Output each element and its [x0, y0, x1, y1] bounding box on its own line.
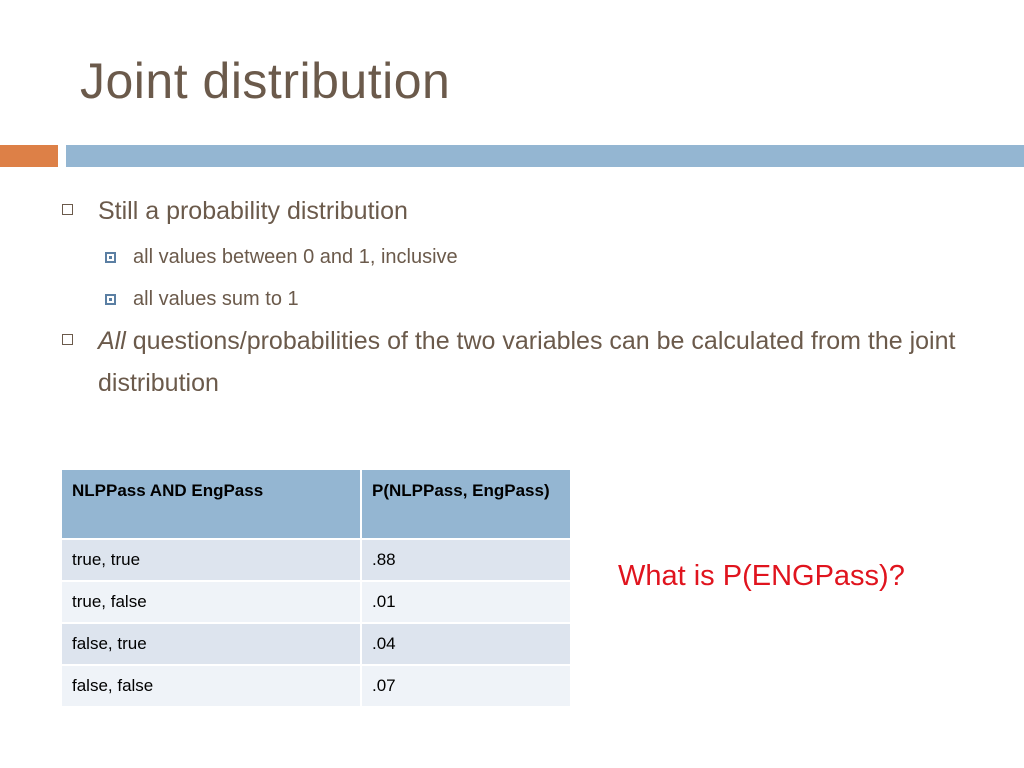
joint-distribution-table — [60, 468, 572, 708]
table-cell: .01 — [361, 581, 571, 623]
bullet-text: questions/probabilities of the two variables can be calculated from the joint distribution — [98, 327, 956, 397]
sub-bullet-item — [62, 278, 962, 320]
table-row — [61, 665, 571, 707]
bullet-list — [62, 190, 962, 408]
bullet-item — [62, 190, 962, 232]
column-header: P(NLPPass, EngPass) — [361, 469, 571, 539]
bullet-item — [62, 320, 962, 404]
table-header-row — [61, 469, 571, 539]
slide-title: Joint distribution — [80, 53, 451, 109]
table-cell: .88 — [361, 539, 571, 581]
hollow-square-bullet-icon — [62, 204, 73, 215]
question-text: What is P(ENGPass)? — [618, 560, 905, 592]
table-cell: true, false — [61, 581, 361, 623]
table-cell: .04 — [361, 623, 571, 665]
hollow-square-bullet-icon — [62, 334, 73, 345]
table-cell: true, true — [61, 539, 361, 581]
accent-bar-orange — [0, 145, 58, 167]
table-cell: false, false — [61, 665, 361, 707]
sub-bullet-item — [62, 236, 962, 278]
square-bullet-icon — [105, 294, 116, 305]
sub-bullet-text: all values sum to 1 — [133, 288, 299, 310]
bullet-emphasis: All — [98, 327, 126, 355]
table-cell: false, true — [61, 623, 361, 665]
table-cell: .07 — [361, 665, 571, 707]
accent-bar-blue — [66, 145, 1024, 167]
column-header: NLPPass AND EngPass — [61, 469, 361, 539]
table-row — [61, 581, 571, 623]
sub-bullet-text: all values between 0 and 1, inclusive — [133, 246, 458, 268]
bullet-text: Still a probability distribution — [98, 197, 408, 225]
table-row — [61, 539, 571, 581]
table-row — [61, 623, 571, 665]
square-bullet-icon — [105, 252, 116, 263]
